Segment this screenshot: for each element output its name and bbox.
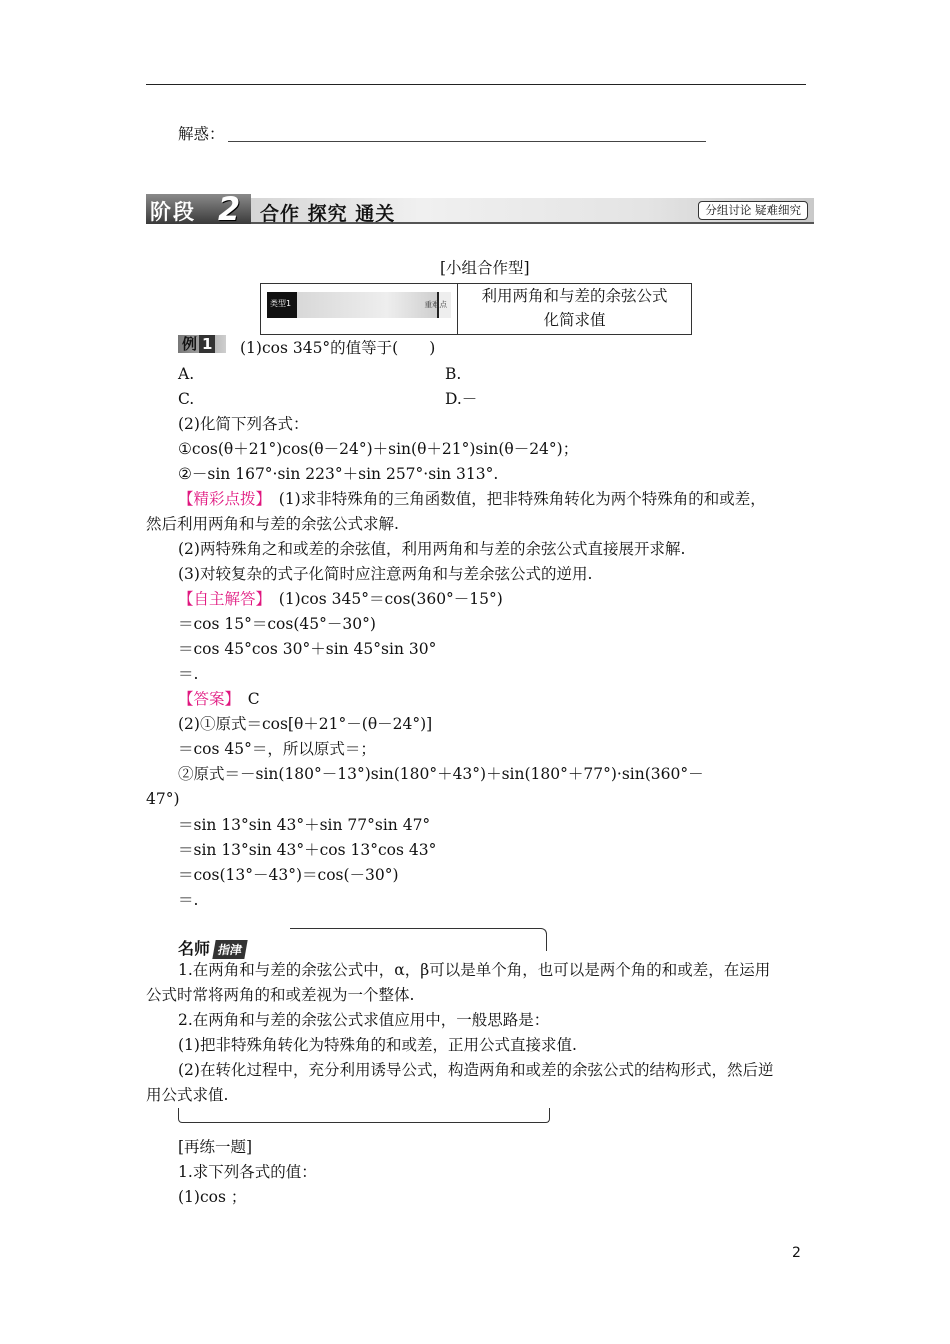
type-label: 类型1 bbox=[270, 299, 292, 308]
solution-line-3: ＝cos 45°cos 30°＋sin 45°sin 30° bbox=[178, 640, 437, 658]
teacher-box-footer bbox=[178, 1108, 550, 1123]
stage-label: 阶段 bbox=[150, 200, 196, 224]
hint-line-1: 【精彩点拨】 (1)求非特殊角的三角函数值，把非特殊角转化为两个特殊角的和或差， bbox=[178, 490, 766, 508]
confusion-label: 解惑： bbox=[178, 125, 225, 143]
type-bar bbox=[267, 292, 451, 318]
example-q2-2: ②－sin 167°·sin 223°＋sin 257°·sin 313°. bbox=[178, 465, 499, 483]
option-d: D.－ bbox=[445, 390, 478, 408]
solution-line-10: ＝sin 13°sin 43°＋cos 13°cos 43° bbox=[178, 841, 437, 859]
teacher-p1a: 1.在两角和与差的余弦公式中，α，β可以是单个角，也可以是两个角的和或差，在运用 bbox=[178, 961, 771, 979]
answer-label: 【答案】 bbox=[178, 690, 233, 708]
teacher-box-header bbox=[178, 928, 548, 958]
option-a: A. bbox=[178, 365, 195, 383]
hint-line-3: (2)两特殊角之和或差的余弦值，利用两角和与差的余弦公式直接展开求解. bbox=[178, 540, 686, 558]
example-q2-1: ①cos(θ＋21°)cos(θ－24°)＋sin(θ＋21°)sin(θ－24°)； bbox=[178, 440, 579, 458]
type-topic: 利用两角和与差的余弦公式 化简求值 bbox=[481, 287, 668, 329]
solution-line-7: ②原式＝－sin(180°－13°)sin(180°＋43°)＋sin(180°＋77°)·sin(360°－ bbox=[178, 765, 704, 783]
teacher-p4a: (2)在转化过程中，充分利用诱导公式，构造两角和或差的余弦公式的结构形式，然后逆 bbox=[178, 1061, 774, 1079]
example-number: 1 bbox=[199, 335, 215, 353]
solution-line-2: ＝cos 15°＝cos(45°－30°) bbox=[178, 615, 376, 633]
option-b: B. bbox=[445, 365, 462, 383]
solution-line-5: (2)①原式＝cos[θ＋21°－(θ－24°)] bbox=[178, 715, 433, 733]
top-rule bbox=[146, 84, 806, 85]
stage-banner bbox=[146, 190, 814, 228]
teacher-p3: (1)把非特殊角转化为特殊角的和或差，正用公式直接求值. bbox=[178, 1036, 577, 1054]
teacher-p2: 2.在两角和与差的余弦公式求值应用中，一般思路是： bbox=[178, 1011, 550, 1029]
practice-q1: (1)cos ； bbox=[178, 1188, 247, 1206]
example-q1: (1)cos 345°的值等于( ) bbox=[240, 339, 436, 357]
hint-line-4: (3)对较复杂的式子化简时应注意两角和与差余弦公式的逆用. bbox=[178, 565, 593, 583]
page-number: 2 bbox=[792, 1245, 801, 1261]
answer-line: 【答案】 C bbox=[178, 690, 260, 708]
solution-label: 【自主解答】 bbox=[178, 590, 264, 608]
solution-line-8: 47°) bbox=[146, 790, 180, 808]
practice-q: 1.求下列各式的值： bbox=[178, 1163, 317, 1181]
teacher-p1b: 公式时常将两角的和或差视为一个整体. bbox=[146, 986, 415, 1004]
stage-number: 2 bbox=[218, 190, 241, 228]
type-table bbox=[260, 283, 692, 335]
example-q2: (2)化简下列各式： bbox=[178, 415, 309, 433]
solution-line-1: 【自主解答】 (1)cos 345°＝cos(360°－15°) bbox=[178, 590, 503, 608]
teacher-badge: 名师 指津 bbox=[178, 936, 246, 959]
stage-title: 合作 探究 通关 bbox=[260, 203, 396, 225]
teacher-p4b: 用公式求值. bbox=[146, 1086, 229, 1104]
hint-label: 【精彩点拨】 bbox=[178, 490, 264, 508]
difficulty-label: 重难点 bbox=[424, 300, 447, 309]
option-c: C. bbox=[178, 390, 195, 408]
hint-line-2: 然后利用两角和与差的余弦公式求解. bbox=[146, 515, 399, 533]
solution-line-9: ＝sin 13°sin 43°＋sin 77°sin 47° bbox=[178, 816, 431, 834]
solution-line-4: ＝. bbox=[178, 665, 199, 683]
group-type-label: [小组合作型] bbox=[440, 259, 530, 277]
practice-label: [再练一题] bbox=[178, 1138, 253, 1156]
confusion-blank bbox=[228, 141, 706, 142]
solution-line-6: ＝cos 45°＝，所以原式＝； bbox=[178, 740, 376, 758]
stage-tag: 分组讨论 疑难细究 bbox=[698, 201, 808, 220]
solution-line-11: ＝cos(13°－43°)＝cos(－30°) bbox=[178, 866, 399, 884]
solution-line-12: ＝. bbox=[178, 891, 199, 909]
example-label: 例 1 bbox=[178, 335, 226, 353]
